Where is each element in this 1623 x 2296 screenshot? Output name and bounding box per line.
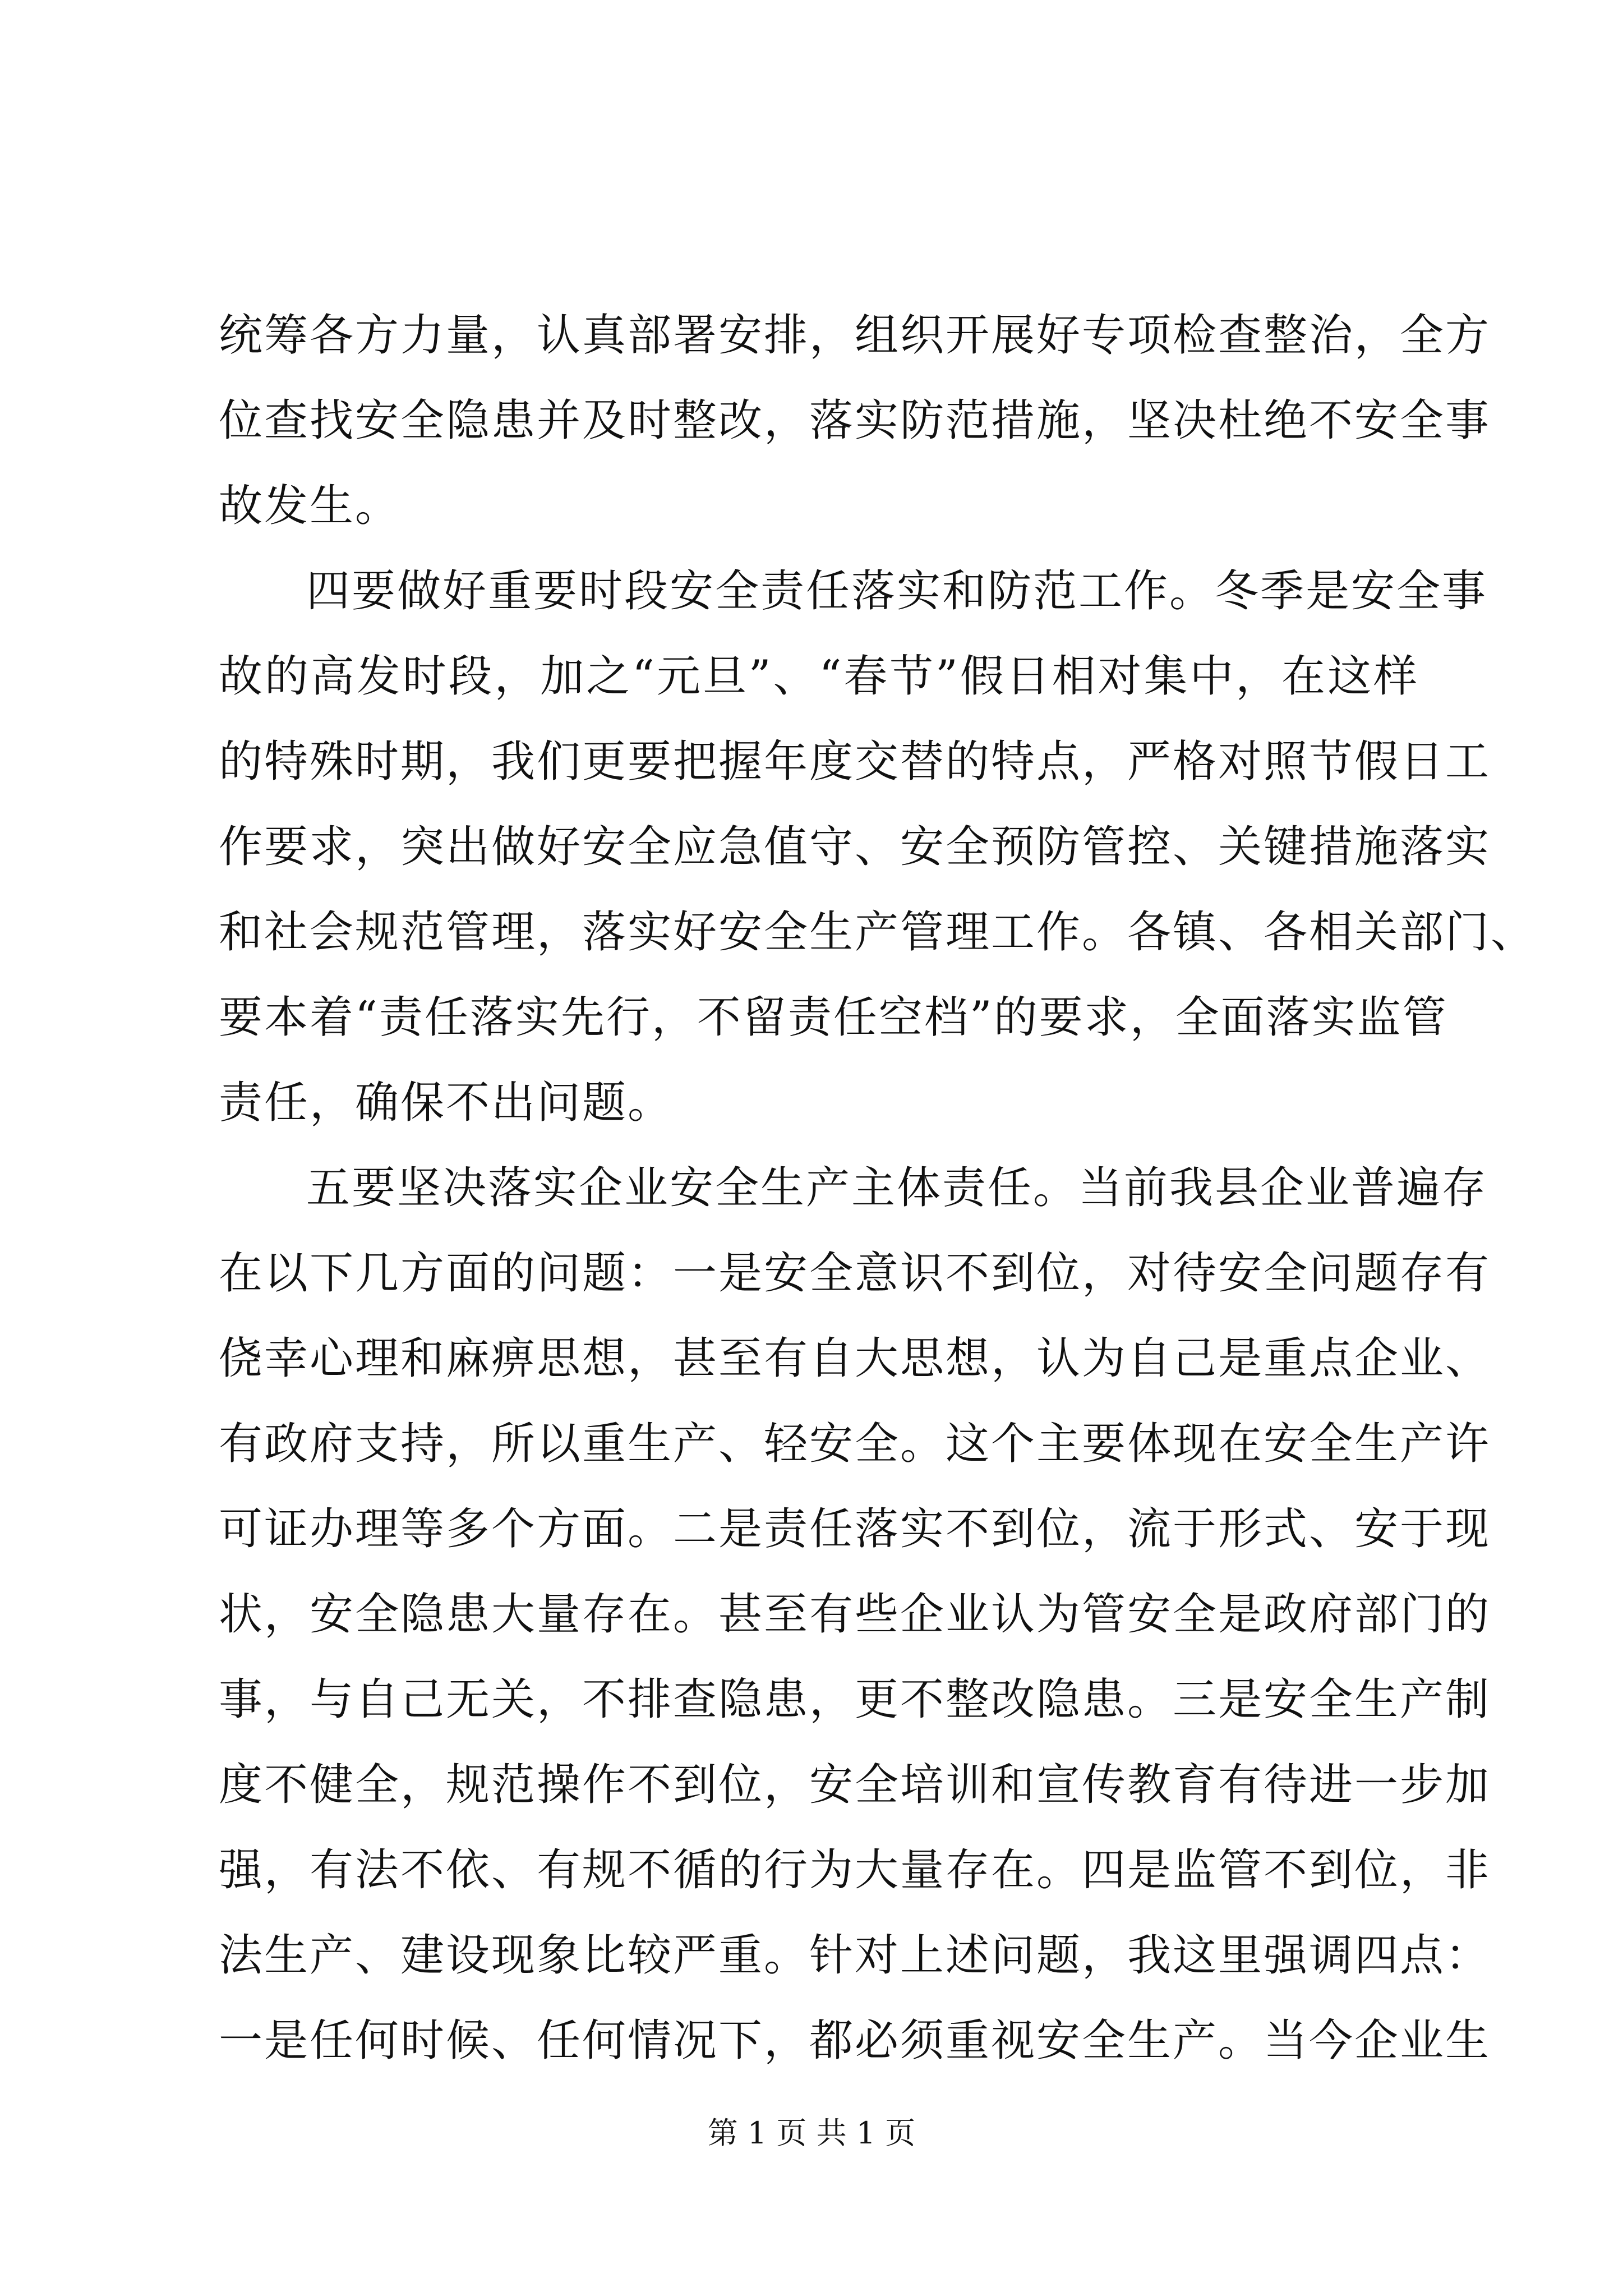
- paragraph-line: 在以下几方面的问题：一是安全意识不到位，对待安全问题存有: [219, 1248, 1491, 1299]
- paragraph-line: 一是任何时候、任何情况下，都必须重视安全生产。当今企业生: [219, 2016, 1491, 2066]
- paragraph-line: 可证办理等多个方面。二是责任落实不到位，流于形式、安于现: [219, 1504, 1491, 1554]
- paragraph-line: 统筹各方力量，认真部署安排，组织开展好专项检查整治，全方: [219, 310, 1491, 361]
- paragraph-line: 有政府支持，所以重生产、轻安全。这个主要体现在安全生产许: [219, 1419, 1491, 1469]
- paragraph-line: 和社会规范管理，落实好安全生产管理工作。各镇、各相关部门、: [219, 907, 1537, 958]
- paragraph-line: 责任，确保不出问题。: [219, 1078, 674, 1128]
- paragraph-line: 状，安全隐患大量存在。甚至有些企业认为管安全是政府部门的: [219, 1589, 1491, 1640]
- paragraph-line: 的特殊时期，我们更要把握年度交替的特点，严格对照节假日工: [219, 737, 1491, 787]
- paragraph-line: 事，与自己无关，不排查隐患，更不整改隐患。三是安全生产制: [219, 1674, 1491, 1725]
- paragraph-line: 四要做好重要时段安全责任落实和防范工作。冬季是安全事: [306, 566, 1488, 616]
- paragraph-line: 强，有法不依、有规不循的行为大量存在。四是监管不到位，非: [219, 1845, 1491, 1895]
- paragraph-line: 要本着“责任落实先行，不留责任空档”的要求，全面落实监管: [219, 992, 1448, 1043]
- paragraph-line: 五要坚决落实企业安全生产主体责任。当前我县企业普遍存: [306, 1163, 1488, 1213]
- page-footer: 第 1 页 共 1 页: [707, 2115, 916, 2151]
- paragraph-line: 度不健全，规范操作不到位，安全培训和宣传教育有待进一步加: [219, 1760, 1491, 1810]
- paragraph-line: 故的高发时段，加之“元旦”、“春节”假日相对集中，在这样: [219, 651, 1419, 702]
- paragraph-line: 位查找安全隐患并及时整改，落实防范措施，坚决杜绝不安全事: [219, 395, 1491, 446]
- paragraph-line: 故发生。: [219, 481, 401, 531]
- paragraph-line: 法生产、建设现象比较严重。针对上述问题，我这里强调四点：: [219, 1930, 1491, 1981]
- paragraph-line: 侥幸心理和麻痹思想，甚至有自大思想，认为自己是重点企业、: [219, 1333, 1491, 1384]
- paragraph-line: 作要求，突出做好安全应急值守、安全预防管控、关键措施落实: [219, 822, 1491, 872]
